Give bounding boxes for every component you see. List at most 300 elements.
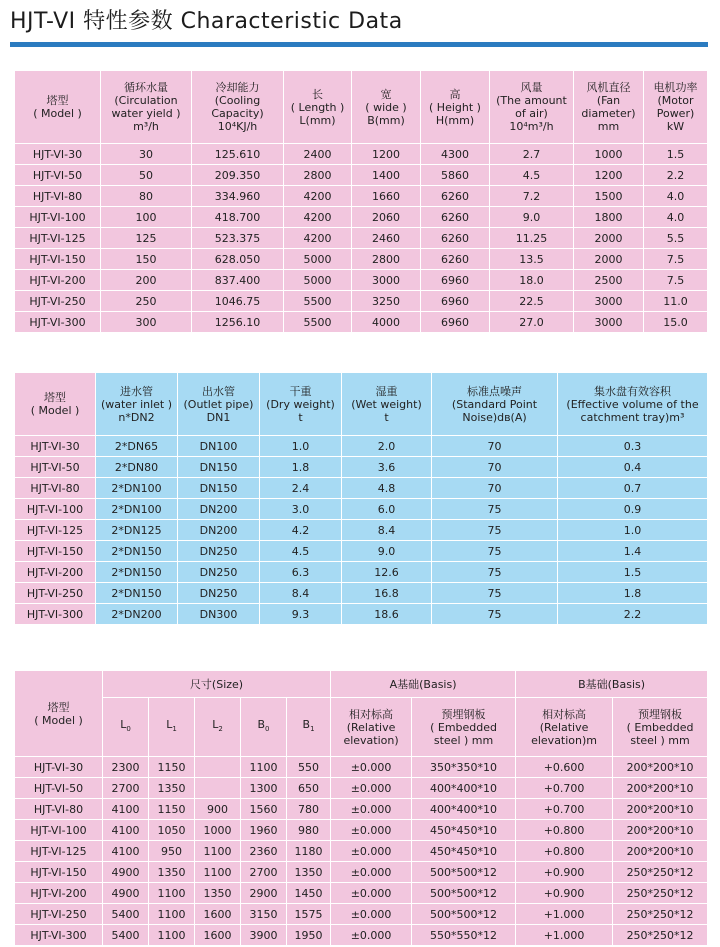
table-cell: 27.0 (490, 312, 574, 333)
model-cell: HJT-VI-150 (15, 541, 96, 562)
table-cell: +0.700 (516, 778, 613, 799)
table-cell: 200 (101, 270, 192, 291)
table-cell: 5400 (103, 904, 149, 925)
table1-header-cell-line: 宽 (380, 87, 392, 101)
table1-header-cell-line: (Cooling (214, 94, 261, 107)
table-row (15, 541, 708, 562)
table-cell: 125 (101, 228, 192, 249)
table-cell: 400*400*10 (412, 799, 516, 820)
table-cell: 2*DN150 (96, 541, 178, 562)
table-cell: 12.6 (342, 562, 432, 583)
size-col-header (149, 698, 195, 757)
table-row (15, 583, 708, 604)
table2-header-cell-line: (Wet weight) (351, 397, 422, 411)
table-cell: +0.800 (516, 841, 613, 862)
table2-header-cell-line: 集水盘有效容积 (594, 384, 671, 398)
table-cell: 50 (101, 165, 192, 186)
table3-model-header (15, 671, 103, 757)
table-cell: 5000 (284, 270, 352, 291)
b-col-header-line: steel ) mm (630, 733, 690, 747)
table-cell: 3000 (574, 291, 644, 312)
table-row (15, 778, 708, 799)
table2-header-cell (432, 373, 558, 436)
table-cell: +1.000 (516, 925, 613, 946)
size-col-subscript: 2 (218, 725, 223, 734)
table-cell: 2700 (241, 862, 287, 883)
table-row (15, 904, 708, 925)
table-cell: 1.4 (558, 541, 708, 562)
table2-header-cell-line: n*DN2 (118, 410, 155, 424)
table1-header-cell-line: 循环水量 (124, 81, 168, 94)
table-cell: 8.4 (342, 520, 432, 541)
table-cell: DN200 (178, 499, 260, 520)
table-cell: 2.2 (558, 604, 708, 625)
table-cell: 1100 (149, 925, 195, 946)
table-cell: 0.3 (558, 436, 708, 457)
table-cell: 628.050 (192, 249, 284, 270)
table-cell: 4100 (103, 820, 149, 841)
b-col-header-line: 相对标高 (542, 707, 587, 721)
table2-header-cell-line: ( Model ) (30, 404, 80, 417)
table-cell: ±0.000 (331, 820, 412, 841)
table-cell: 1.5 (644, 144, 708, 165)
table1-header-cell-line: Power) (656, 107, 695, 120)
table-cell: 450*450*10 (412, 841, 516, 862)
table-cell: DN300 (178, 604, 260, 625)
table-cell: ±0.000 (331, 925, 412, 946)
b-col-header-line: 预埋钢板 (638, 707, 683, 721)
table-cell: 1.0 (260, 436, 342, 457)
table-cell: 1950 (287, 925, 331, 946)
table-cell: 7.5 (644, 270, 708, 291)
b-col-header (516, 698, 613, 757)
table2-header-cell-line: 出水管 (202, 384, 235, 398)
table1-header-cell-line: (Motor (657, 94, 694, 107)
table1-header-cell (574, 71, 644, 144)
model-cell: HJT-VI-100 (15, 499, 96, 520)
table-cell: 1150 (149, 799, 195, 820)
table-cell: 4.2 (260, 520, 342, 541)
table-cell: 350*350*10 (412, 757, 516, 778)
model-cell: HJT-VI-80 (15, 799, 103, 820)
table-cell: 5400 (103, 925, 149, 946)
table1-header-cell-line: 风机直径 (586, 81, 631, 94)
table-cell: 1600 (195, 925, 241, 946)
model-cell: HJT-VI-300 (15, 312, 101, 333)
table-cell: 4.0 (644, 186, 708, 207)
size-col-subscript: 0 (265, 725, 270, 734)
table-cell: 22.5 (490, 291, 574, 312)
table-cell: +0.700 (516, 799, 613, 820)
model-cell: HJT-VI-150 (15, 249, 101, 270)
table-cell: 6960 (421, 270, 490, 291)
table1-header-cell-line: H(mm) (435, 113, 475, 127)
table-cell: 2*DN100 (96, 499, 178, 520)
table-cell: 75 (432, 541, 558, 562)
table-cell: 6260 (421, 207, 490, 228)
table-cell: +0.800 (516, 820, 613, 841)
table-cell: 200*200*10 (613, 799, 708, 820)
table-cell: 6260 (421, 249, 490, 270)
table-cell: 950 (149, 841, 195, 862)
table-row (15, 291, 708, 312)
table-row (15, 520, 708, 541)
table-row (15, 499, 708, 520)
model-cell: HJT-VI-300 (15, 604, 96, 625)
table-cell: 1500 (574, 186, 644, 207)
table-cell: 70 (432, 436, 558, 457)
table-cell: 2*DN150 (96, 583, 178, 604)
table-row (15, 799, 708, 820)
size-col-header (195, 698, 241, 757)
table-cell: 2460 (352, 228, 421, 249)
table-cell: 2900 (241, 883, 287, 904)
table2-header-cell-line: DN1 (206, 410, 231, 424)
table-cell (195, 757, 241, 778)
table-cell: 1100 (195, 841, 241, 862)
table2-header-cell-line: 干重 (289, 384, 312, 398)
a-col-header-line: steel ) mm (433, 733, 494, 747)
table-row (15, 925, 708, 946)
table-row (15, 186, 708, 207)
table-cell: 500*500*12 (412, 883, 516, 904)
size-col-header (103, 698, 149, 757)
model-cell: HJT-VI-250 (15, 904, 103, 925)
table-cell: 4.5 (490, 165, 574, 186)
table-cell: 1256.10 (192, 312, 284, 333)
table1-header-cell-line: 10⁴KJ/h (217, 120, 258, 133)
table1-header-cell (101, 71, 192, 144)
table2-header-cell (558, 373, 708, 436)
size-col-subscript: 0 (126, 725, 131, 734)
size-col-subscript: 1 (172, 725, 177, 734)
table-cell: 2500 (574, 270, 644, 291)
table-row (15, 757, 708, 778)
table1-header-cell-line: (Circulation (114, 94, 178, 107)
table1-header-cell-line: (The amount (496, 94, 567, 107)
table-cell: 250*250*12 (613, 925, 708, 946)
table2-header-cell (342, 373, 432, 436)
model-cell: HJT-VI-200 (15, 883, 103, 904)
table-cell: 300 (101, 312, 192, 333)
table1-header-cell-line: of air) (515, 107, 548, 120)
table-row (15, 249, 708, 270)
table-cell: 2400 (284, 144, 352, 165)
table-cell: 3000 (352, 270, 421, 291)
model-cell: HJT-VI-50 (15, 457, 96, 478)
table1-header-cell-line: B(mm) (367, 113, 405, 127)
model-cell: HJT-VI-200 (15, 270, 101, 291)
table-row (15, 144, 708, 165)
size-col-letter: L (120, 717, 127, 731)
table-cell: 6.3 (260, 562, 342, 583)
table-cell: 4900 (103, 862, 149, 883)
table1-header-cell-line: ( Model ) (33, 107, 82, 120)
table2-header-cell-line: (Dry weight) (266, 397, 335, 411)
table-cell: DN250 (178, 541, 260, 562)
model-cell: HJT-VI-125 (15, 228, 101, 249)
table-cell: 3900 (241, 925, 287, 946)
table-cell: 2360 (241, 841, 287, 862)
model-cell: HJT-VI-80 (15, 186, 101, 207)
table-cell: ±0.000 (331, 862, 412, 883)
table-cell: 5000 (284, 249, 352, 270)
table-cell: 18.0 (490, 270, 574, 291)
table-cell: 2300 (103, 757, 149, 778)
table1-header-cell-line: ( wide ) (365, 100, 407, 114)
table-cell: +0.900 (516, 883, 613, 904)
model-cell: HJT-VI-100 (15, 820, 103, 841)
table-cell: 1050 (149, 820, 195, 841)
table-cell: +1.000 (516, 904, 613, 925)
table-cell: 2*DN65 (96, 436, 178, 457)
table-cell: 3150 (241, 904, 287, 925)
size-col-letter: L (212, 717, 219, 731)
table-cell: 70 (432, 478, 558, 499)
table1-header-cell-line: 长 (312, 87, 323, 101)
table-cell: 2*DN200 (96, 604, 178, 625)
table-cell: 75 (432, 520, 558, 541)
table-row (15, 862, 708, 883)
table-cell: 1450 (287, 883, 331, 904)
table1-header-cell-line: 风量 (520, 81, 543, 94)
b-col-header-line: elevation)m (531, 733, 598, 747)
table-cell: 2*DN80 (96, 457, 178, 478)
table-cell: 1000 (574, 144, 644, 165)
table-cell: 8.4 (260, 583, 342, 604)
table-cell: 250*250*12 (613, 883, 708, 904)
table-cell: 1350 (287, 862, 331, 883)
table-cell: 4.8 (342, 478, 432, 499)
table-cell: 418.700 (192, 207, 284, 228)
size-basis-table (14, 670, 708, 946)
table-cell: 200*200*10 (613, 841, 708, 862)
table-cell: 1.0 (558, 520, 708, 541)
table-cell: DN100 (178, 436, 260, 457)
table-row (15, 841, 708, 862)
table-cell: +0.900 (516, 862, 613, 883)
table1-header-cell-line: diameter) (581, 107, 636, 120)
table2-header-cell (178, 373, 260, 436)
table-cell: 209.350 (192, 165, 284, 186)
a-col-header-line: 相对标高 (349, 707, 394, 721)
table-cell: 6960 (421, 291, 490, 312)
table-cell: 837.400 (192, 270, 284, 291)
table-cell: 3250 (352, 291, 421, 312)
table-cell: 13.5 (490, 249, 574, 270)
table-cell: 2*DN125 (96, 520, 178, 541)
model-cell: HJT-VI-50 (15, 165, 101, 186)
table-cell: 0.4 (558, 457, 708, 478)
table-cell: 550 (287, 757, 331, 778)
table-cell: 3.6 (342, 457, 432, 478)
size-col-header (241, 698, 287, 757)
table-cell: 1100 (149, 883, 195, 904)
table1-header-cell (15, 71, 101, 144)
table1-header-cell-line: m³/h (133, 120, 159, 133)
a-col-header-line: elevation) (343, 733, 399, 747)
model-cell: HJT-VI-250 (15, 291, 101, 312)
table-cell: 11.25 (490, 228, 574, 249)
table-cell: 75 (432, 604, 558, 625)
table-cell: 4.5 (260, 541, 342, 562)
table-cell: 11.0 (644, 291, 708, 312)
table-cell: DN200 (178, 520, 260, 541)
table-cell: 150 (101, 249, 192, 270)
table1-header-cell-line: ( Length ) (290, 100, 345, 114)
table2-header-cell (15, 373, 96, 436)
table-cell: 4.0 (644, 207, 708, 228)
table-cell: 2*DN150 (96, 562, 178, 583)
table-cell: 500*500*12 (412, 904, 516, 925)
table-cell: 4000 (352, 312, 421, 333)
size-col-subscript: 1 (310, 725, 315, 734)
table-cell: 2.0 (342, 436, 432, 457)
table-cell: 70 (432, 457, 558, 478)
table-cell: 1200 (352, 144, 421, 165)
a-basis-header: A基础(Basis) (331, 671, 516, 698)
table-cell: ±0.000 (331, 799, 412, 820)
model-cell: HJT-VI-30 (15, 757, 103, 778)
table-cell: 1575 (287, 904, 331, 925)
table-cell: 5.5 (644, 228, 708, 249)
table2-header-cell-line: (Standard Point (451, 397, 538, 411)
pipe-weight-table (14, 372, 708, 625)
table-cell: 1.8 (558, 583, 708, 604)
table-cell: 30 (101, 144, 192, 165)
table-cell: ±0.000 (331, 883, 412, 904)
size-col-letter: L (166, 717, 173, 731)
table-cell: 80 (101, 186, 192, 207)
table-cell: 4200 (284, 186, 352, 207)
table-cell: 2060 (352, 207, 421, 228)
table-cell: 7.2 (490, 186, 574, 207)
table-row (15, 436, 708, 457)
table-cell: 900 (195, 799, 241, 820)
model-cell: HJT-VI-250 (15, 583, 96, 604)
table-cell: 1180 (287, 841, 331, 862)
table1-header-cell-line: 电机功率 (653, 81, 698, 94)
size-header: 尺寸(Size) (103, 671, 331, 698)
size-col-letter: B (302, 717, 311, 731)
table-cell: 9.0 (490, 207, 574, 228)
table1-header-cell-line: (Fan (596, 94, 621, 107)
table-cell: 1560 (241, 799, 287, 820)
table-cell: DN250 (178, 562, 260, 583)
table-row (15, 820, 708, 841)
table-cell: 4100 (103, 799, 149, 820)
table-cell: 2000 (574, 249, 644, 270)
table2-header-cell (96, 373, 178, 436)
model-cell: HJT-VI-30 (15, 144, 101, 165)
a-col-header (412, 698, 516, 757)
table-cell: 1400 (352, 165, 421, 186)
table-cell: 100 (101, 207, 192, 228)
table-cell: 0.7 (558, 478, 708, 499)
table-cell: 1350 (195, 883, 241, 904)
table-cell: 1.5 (558, 562, 708, 583)
characteristic-table (14, 70, 708, 333)
title-underline (10, 42, 708, 47)
model-cell: HJT-VI-80 (15, 478, 96, 499)
table-cell: 16.8 (342, 583, 432, 604)
table-cell: +0.600 (516, 757, 613, 778)
model-cell: HJT-VI-200 (15, 562, 96, 583)
table-cell: 2800 (352, 249, 421, 270)
table1-header-cell (192, 71, 284, 144)
table-cell: 400*400*10 (412, 778, 516, 799)
table-cell: DN150 (178, 478, 260, 499)
table-cell: 1000 (195, 820, 241, 841)
a-col-header-line: 预埋钢板 (441, 707, 486, 721)
table-cell: 1046.75 (192, 291, 284, 312)
table2-header-cell-line: catchment tray)m³ (580, 410, 685, 424)
table-cell: DN150 (178, 457, 260, 478)
table2-header-cell-line: t (298, 410, 303, 424)
model-cell: HJT-VI-100 (15, 207, 101, 228)
table-cell: 250*250*12 (613, 904, 708, 925)
table-cell: 3.0 (260, 499, 342, 520)
table1-header-cell-line: Capacity) (211, 107, 264, 120)
table-cell: 334.960 (192, 186, 284, 207)
model-cell: HJT-VI-150 (15, 862, 103, 883)
table-cell: 1100 (149, 904, 195, 925)
table-cell: 4200 (284, 207, 352, 228)
table-cell: 1350 (149, 778, 195, 799)
table-cell: 1660 (352, 186, 421, 207)
table-row (15, 312, 708, 333)
table-cell: 5500 (284, 312, 352, 333)
table-cell: 1150 (149, 757, 195, 778)
table-row (15, 883, 708, 904)
table-cell: 980 (287, 820, 331, 841)
table-cell: 2.4 (260, 478, 342, 499)
table-cell: 4200 (284, 228, 352, 249)
table-cell: 18.6 (342, 604, 432, 625)
table-cell: 2800 (284, 165, 352, 186)
model-cell: HJT-VI-50 (15, 778, 103, 799)
table-cell: 1200 (574, 165, 644, 186)
table2-header-cell-line: (Outlet pipe) (183, 397, 254, 411)
table-cell: 4100 (103, 841, 149, 862)
table2-header-cell-line: 标准点噪声 (467, 384, 522, 398)
table-cell: 2000 (574, 228, 644, 249)
table-row (15, 562, 708, 583)
table2-header-cell-line: 湿重 (375, 384, 398, 398)
table1-header-cell-line: 高 (449, 87, 461, 101)
table-cell: 1350 (149, 862, 195, 883)
table-cell: 1100 (241, 757, 287, 778)
table1-header-cell (644, 71, 708, 144)
table2-header-cell-line: Noise)dʙ(A) (462, 410, 527, 424)
table-cell: 7.5 (644, 249, 708, 270)
table-cell: 1.8 (260, 457, 342, 478)
table-cell: 550*550*12 (412, 925, 516, 946)
table-cell: 4300 (421, 144, 490, 165)
table-cell: 523.375 (192, 228, 284, 249)
model-cell: HJT-VI-300 (15, 925, 103, 946)
table3-model-header-line: ( Model ) (34, 713, 83, 727)
model-cell: HJT-VI-125 (15, 520, 96, 541)
table-cell: 1300 (241, 778, 287, 799)
table1-header-cell-line: 塔型 (46, 94, 69, 107)
table-cell: ±0.000 (331, 757, 412, 778)
size-col-header (287, 698, 331, 757)
table-cell: 500*500*12 (412, 862, 516, 883)
table-cell: 6960 (421, 312, 490, 333)
table-row (15, 457, 708, 478)
size-col-letter: B (257, 717, 266, 731)
